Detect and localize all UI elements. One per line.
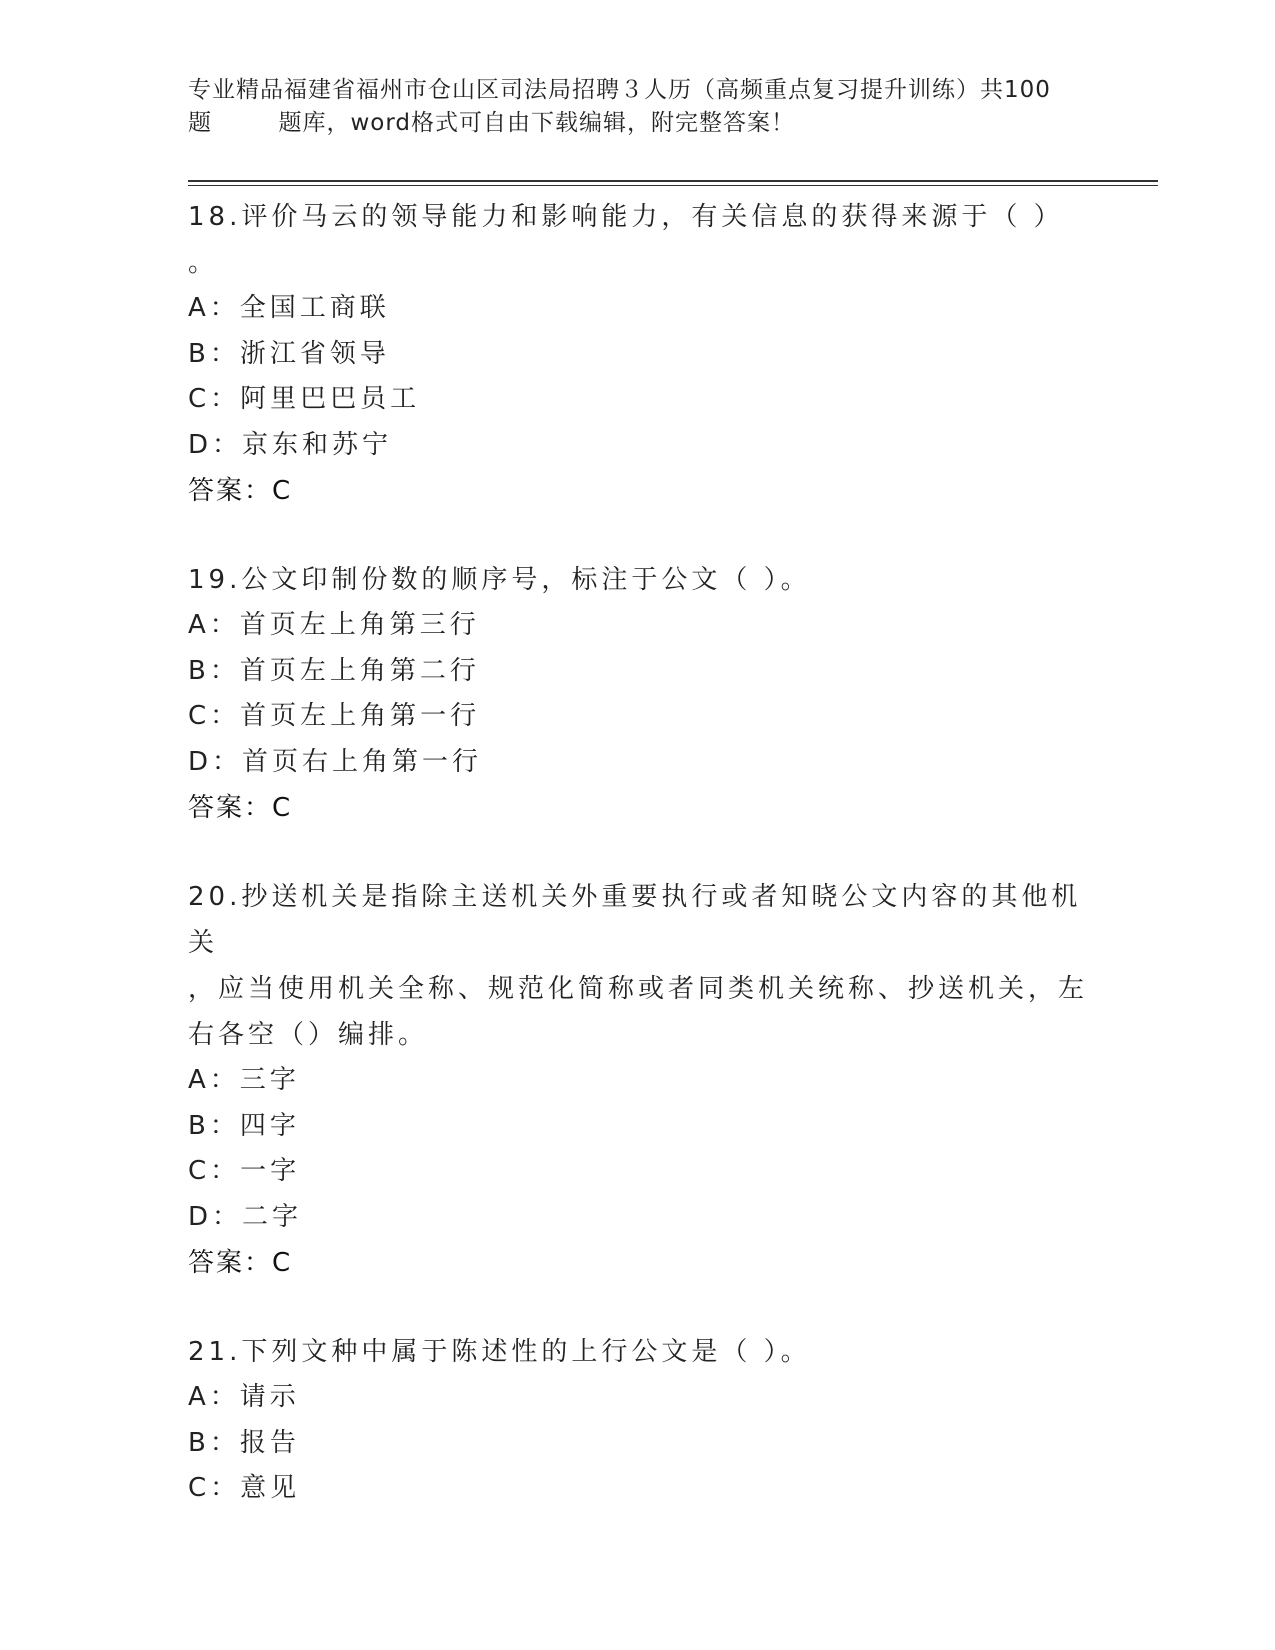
option-c: C：首页左上角第一行 xyxy=(188,701,481,731)
option-d: D：二字 xyxy=(188,1201,303,1232)
question-text: 21.下列文种中属于陈述性的上行公文是（ ）。 xyxy=(188,1337,811,1367)
option-b: B：浙江省领导 xyxy=(188,338,390,369)
option-b: B：报告 xyxy=(188,1427,300,1458)
option-a: A：全国工商联 xyxy=(188,293,390,323)
question-spacer xyxy=(188,514,1088,557)
question-21 xyxy=(188,1329,1088,1512)
option-a: A：请示 xyxy=(188,1382,300,1412)
header-title-line2: 题 题库，word格式可自由下载编辑，附完整答案！ xyxy=(188,110,796,136)
option-d: D：首页右上角第一行 xyxy=(188,746,483,777)
header-divider-thick xyxy=(188,180,1158,182)
question-text: 19.公文印制份数的顺序号，标注于公文（ ）。 xyxy=(188,565,811,595)
question-text: ，应当使用机关全称、规范化简称或者同类机关统称、抄送机关，左 xyxy=(188,974,1089,1004)
option-c: C：一字 xyxy=(188,1156,301,1186)
header-title-line1: 专业精品福建省福州市仓山区司法局招聘３人历（高频重点复习提升训练）共100 xyxy=(188,77,1051,103)
question-18 xyxy=(188,194,1088,514)
answer-label: 答案：C xyxy=(188,476,293,506)
question-text: 20.抄送机关是指除主送机关外重要执行或者知晓公文内容的其他机关 xyxy=(188,882,1082,958)
question-spacer xyxy=(188,1286,1088,1329)
option-d: D：京东和苏宁 xyxy=(188,429,393,460)
question-text: 右各空（）编排。 xyxy=(188,1020,429,1050)
option-b: B：四字 xyxy=(188,1110,300,1141)
option-b: B：首页左上角第二行 xyxy=(188,655,480,686)
question-list xyxy=(188,194,1088,1512)
question-20 xyxy=(188,874,1088,1286)
question-text: 18.评价马云的领导能力和影响能力，有关信息的获得来源于（ ） xyxy=(188,202,1064,232)
option-a: A：首页左上角第三行 xyxy=(188,610,480,640)
question-spacer xyxy=(188,831,1088,874)
answer-label: 答案：C xyxy=(188,793,293,823)
option-a: A：三字 xyxy=(188,1065,300,1095)
question-19 xyxy=(188,557,1088,831)
option-c: C：阿里巴巴员工 xyxy=(188,384,421,414)
question-text: 。 xyxy=(188,248,219,278)
document-header xyxy=(188,74,1118,140)
header-divider-thin xyxy=(188,185,1158,186)
option-c: C：意见 xyxy=(188,1473,301,1503)
answer-label: 答案：C xyxy=(188,1248,293,1278)
